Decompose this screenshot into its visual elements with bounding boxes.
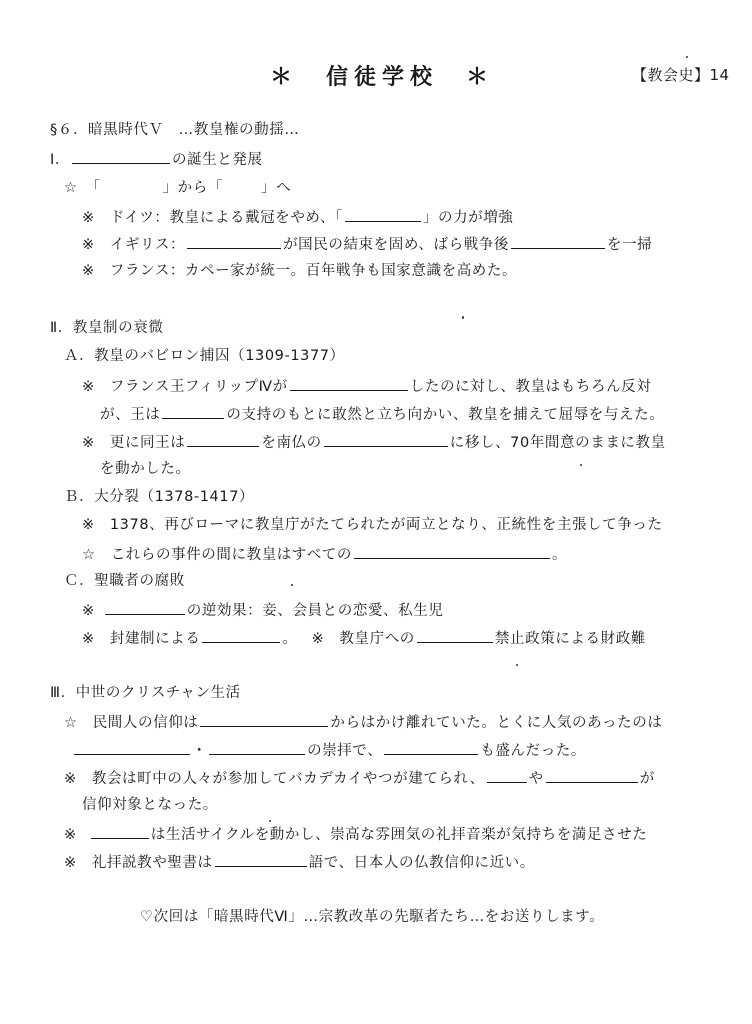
scan-speck [291,584,293,586]
part2-a2 [100,403,664,425]
l2-c: も盛んだった。 [480,743,587,759]
blank[interactable] [209,739,305,755]
a3-b: を南仏の [261,435,322,451]
a1-a: ※ フランス王フィリップⅣが [82,379,288,395]
a3-a: ※ 更に同王は [82,435,186,451]
part2-a3 [82,431,666,453]
l1-b: からはかけ離れていた。とくに人気のあったのは [330,715,663,731]
c2-d: 禁止政策による財政難 [494,631,646,647]
a2-b: の支持のもとに敢然と立ち向かい、教皇を捕えて屈辱を与えた。 [226,407,665,423]
l6-b: 語で、日本人の仏教信仰に近い。 [308,855,535,871]
blank[interactable] [487,767,527,783]
part2-a1 [82,375,651,397]
l6-a: ※ 礼拝説教や聖書は [64,855,213,871]
part2-a4: を動かした。 [100,461,191,477]
c2-c: ※ 教皇庁への [311,631,415,647]
france-line: ※ フランス：カペー家が統一。百年戦争も国家意識を高めた。 [82,263,518,279]
scan-speck [580,464,582,466]
star-c: 」へ [260,180,292,196]
page-title: ＊ 信徒学校 ＊ [270,64,495,90]
blank[interactable] [74,739,190,755]
scan-speck [462,316,464,319]
c1-b: の逆効果：妾、会員との恋愛、私生児 [186,603,444,619]
england-b: が国民の結束を固め、ばら戦争後 [283,237,509,253]
blank[interactable] [546,767,638,783]
blank[interactable] [162,403,224,419]
part1-heading-suffix: の誕生と発展 [171,152,263,168]
blank[interactable] [290,375,408,391]
blank[interactable] [354,543,550,559]
germany-a: ※ ドイツ：教皇による戴冠をやめ、「 [82,210,343,226]
footer-note: ♡次回は「暗黒時代Ⅵ」…宗教改革の先駆者たち…をお送りします。 [140,909,605,925]
a1-b: したのに対し、教皇はもちろん反対 [409,379,652,395]
part2-heading: Ⅱ．教皇制の衰微 [50,320,164,336]
b2-b: 。 [552,547,568,563]
c2-a: ※ 封建制による [82,631,201,647]
blank[interactable] [417,627,493,643]
part2-c2 [82,627,646,649]
l3-b: や [528,771,544,787]
germany-b: 」の力が増強 [422,210,514,226]
star-b: 」から「 [162,180,223,196]
part3-l2 [72,739,586,761]
blank[interactable] [72,148,170,164]
part2-c-heading: Ｃ．聖職者の腐敗 [64,573,185,589]
a3-c: に移し、70年間意のままに教皇 [449,435,666,451]
blank[interactable] [215,851,307,867]
england-line [82,233,652,255]
part3-l5 [64,823,647,845]
germany-line [82,206,514,228]
part3-heading: Ⅲ．中世のクリスチャン生活 [50,685,241,701]
section-heading: §６．暗黒時代Ｖ …教皇権の動揺… [50,122,300,138]
l5-b: は生活サイクルを動かし、崇高な雰囲気の礼拝音楽が気持ちを満足させた [150,827,648,843]
a2-a: が、王は [100,407,161,423]
blank[interactable] [511,233,605,249]
blank[interactable] [202,627,280,643]
part2-c1 [82,599,443,621]
part3-l3 [64,767,655,789]
blank[interactable] [345,206,421,222]
l1-a: ☆ 民間人の信仰は [64,715,199,731]
part2-b-heading: Ｂ．大分裂（1378-1417） [64,489,255,505]
england-a: ※ イギリス： [82,237,186,253]
part2-b2 [82,543,567,565]
part2-a-heading: Ａ．教皇のバビロン捕囚（1309-1377） [64,348,345,364]
blank[interactable] [200,711,328,727]
scan-speck [516,664,518,666]
scan-speck [686,56,688,58]
l2-a: ・ [192,743,208,759]
blank[interactable] [384,739,478,755]
star-a: ☆ 「 [64,180,101,196]
c2-b: 。 [282,631,298,647]
part3-l4: 信仰対象となった。 [82,797,218,813]
part1-star-line [64,178,291,198]
l2-b: の崇拝で、 [307,743,383,759]
b2-a: ☆ これらの事件の間に教皇はすべての [82,547,353,563]
course-tag: 【教会史】14 [632,66,730,84]
part3-l1 [64,711,662,733]
c1-a: ※ [82,603,95,619]
blank[interactable] [324,431,448,447]
blank[interactable] [187,233,281,249]
part1-heading-prefix: Ⅰ． [50,152,70,168]
england-c: を一掃 [606,237,653,253]
l3-a: ※ 教会は町中の人々が参加してバカデカイやつが建てられ、 [64,771,485,787]
part3-l6 [64,851,535,873]
scan-speck [269,820,271,822]
part2-b1: ※ 1378、再びローマに教皇庁がたてられたが両立となり、正統性を主張して争った [82,517,663,533]
blank[interactable] [187,431,259,447]
l3-c: が [639,771,655,787]
blank[interactable] [91,823,149,839]
l5-a: ※ [64,827,77,843]
part1-heading [50,148,263,170]
blank[interactable] [105,599,185,615]
